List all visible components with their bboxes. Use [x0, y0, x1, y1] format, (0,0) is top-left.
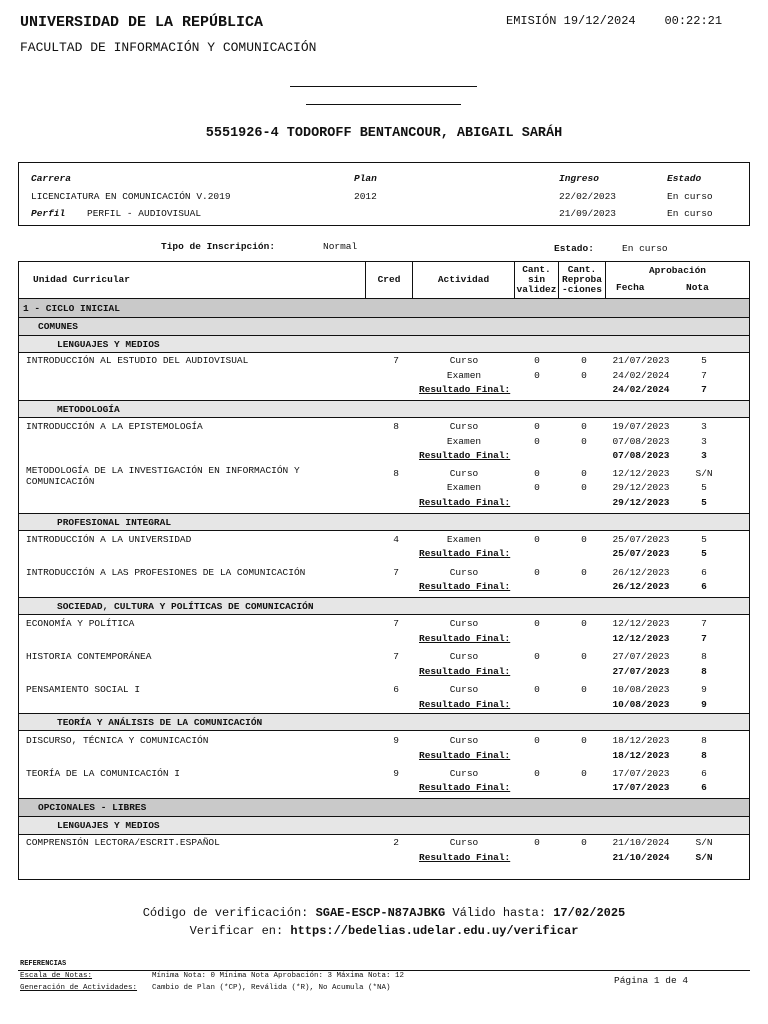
activity: Curso	[449, 735, 479, 746]
reprobaciones: 0	[581, 618, 587, 629]
nota: 6	[701, 567, 707, 578]
reprobaciones: 0	[581, 651, 587, 662]
nota: 9	[701, 699, 707, 710]
verification-code-line	[0, 906, 768, 920]
table-row	[19, 684, 749, 698]
fecha: 24/02/2024	[612, 370, 670, 381]
resultado-final-label: Resultado Final:	[419, 633, 511, 644]
nota: 5	[701, 548, 707, 559]
escala-label-text: Escala de Notas:	[20, 972, 93, 980]
band-opcionales-libres: OPCIONALES - LIBRES	[19, 798, 749, 817]
university-name: UNIVERSIDAD DE LA REPÚBLICA	[20, 14, 264, 31]
student-name: 5551926-4 TODOROFF BENTANCOUR, ABIGAIL SARÁH	[205, 126, 563, 141]
activity: Curso	[449, 567, 479, 578]
table-row-final	[19, 782, 749, 796]
course-name: ECONOMÍA Y POLÍTICA	[26, 618, 135, 629]
nota: 5	[701, 355, 707, 366]
carrera-value: LICENCIATURA EN COMUNICACIÓN V.2019	[31, 191, 231, 202]
sin-validez: 0	[534, 735, 540, 746]
nota: 6	[701, 581, 707, 592]
col-unidad-label: Unidad Curricular	[33, 274, 130, 285]
career-box	[18, 162, 750, 226]
fecha: 21/10/2024	[612, 837, 670, 848]
sin-validez: 0	[534, 684, 540, 695]
sin-validez: 0	[534, 370, 540, 381]
verification-url-line	[0, 924, 768, 938]
table-row-final	[19, 384, 749, 398]
resultado-final-label: Resultado Final:	[419, 666, 511, 677]
sin-validez: 0	[534, 468, 540, 479]
band-ciclo-inicial: 1 - CICLO INICIAL	[19, 299, 749, 318]
nota: 5	[701, 482, 707, 493]
course-credits: 6	[393, 684, 399, 695]
nota: 8	[701, 666, 707, 677]
fecha: 27/07/2023	[612, 651, 670, 662]
course-credits: 4	[393, 534, 399, 545]
activity: Examen	[446, 534, 482, 545]
fecha: 12/12/2023	[612, 618, 670, 629]
nota: 8	[701, 750, 707, 761]
col-reprob-l1: Cant.	[567, 264, 597, 275]
table-row	[19, 618, 749, 632]
fecha: 24/02/2024	[612, 384, 670, 395]
course-name: INTRODUCCIÓN A LA EPISTEMOLOGÍA	[26, 421, 203, 432]
table-row-final	[19, 633, 749, 647]
course-name: DISCURSO, TÉCNICA Y COMUNICACIÓN	[26, 735, 209, 746]
col-sin-validez-l2: sin	[527, 274, 546, 285]
resultado-final-label: Resultado Final:	[419, 852, 511, 863]
band-metodologia: METODOLOGÍA	[19, 400, 749, 418]
table-row	[19, 355, 749, 369]
table-row-final	[19, 548, 749, 562]
resultado-final-label: Resultado Final:	[419, 497, 511, 508]
nota: 8	[701, 651, 707, 662]
table-row-final	[19, 852, 749, 866]
reprobaciones: 0	[581, 370, 587, 381]
nota: S/N	[695, 852, 713, 863]
verification-code: SGAE-ESCP-N87AJBKG	[315, 906, 446, 920]
inscripcion-estado-value: En curso	[622, 243, 668, 254]
course-credits: 9	[393, 735, 399, 746]
fecha: 25/07/2023	[612, 548, 670, 559]
sin-validez: 0	[534, 534, 540, 545]
nota: S/N	[695, 837, 713, 848]
faculty-name: FACULTAD DE INFORMACIÓN Y COMUNICACIÓN	[20, 40, 317, 55]
verify-url[interactable]: https://bedelias.udelar.edu.uy/verificar	[290, 924, 579, 938]
perfil-estado: En curso	[667, 208, 713, 219]
estado-label: Estado	[667, 173, 702, 184]
activity: Curso	[449, 355, 479, 366]
table-row	[19, 370, 749, 384]
fecha: 12/12/2023	[612, 468, 670, 479]
fecha: 07/08/2023	[612, 450, 670, 461]
signature-line-bottom	[306, 104, 461, 105]
band-sociedad-cultura: SOCIEDAD, CULTURA Y POLÍTICAS DE COMUNICACIÓN	[19, 597, 749, 615]
reprobaciones: 0	[581, 735, 587, 746]
course-name: INTRODUCCIÓN AL ESTUDIO DEL AUDIOVISUAL	[26, 355, 249, 366]
reprobaciones: 0	[581, 482, 587, 493]
activity: Examen	[446, 482, 482, 493]
table-row-final	[19, 450, 749, 464]
activity: Curso	[449, 768, 479, 779]
col-reprob-l2: Reproba	[562, 274, 602, 285]
table-row	[19, 651, 749, 665]
course-name: PENSAMIENTO SOCIAL I	[26, 684, 141, 695]
course-name: INTRODUCCIÓN A LA UNIVERSIDAD	[26, 534, 192, 545]
fecha: 17/07/2023	[612, 782, 670, 793]
band-profesional-integral: PROFESIONAL INTEGRAL	[19, 513, 749, 531]
table-row	[19, 837, 749, 851]
col-aprobacion	[606, 262, 749, 298]
references-title: REFERENCIAS	[20, 960, 67, 968]
col-unidad	[19, 262, 366, 298]
fecha: 26/12/2023	[612, 567, 670, 578]
col-actividad	[413, 262, 515, 298]
resultado-final-label: Resultado Final:	[419, 782, 511, 793]
emission-date: 19/12/2024	[563, 14, 636, 28]
col-sin-validez	[515, 262, 559, 298]
page-number: Página 1 de 4	[614, 975, 689, 986]
fecha: 19/07/2023	[612, 421, 670, 432]
course-credits: 7	[393, 567, 399, 578]
reprobaciones: 0	[581, 567, 587, 578]
fecha: 12/12/2023	[612, 633, 670, 644]
activity: Examen	[446, 436, 482, 447]
activity: Curso	[449, 421, 479, 432]
activity: Curso	[449, 651, 479, 662]
nota: 3	[701, 436, 707, 447]
sin-validez: 0	[534, 355, 540, 366]
resultado-final-label: Resultado Final:	[419, 581, 511, 592]
course-name: HISTORIA CONTEMPORÁNEA	[26, 651, 152, 662]
nota: 7	[701, 633, 707, 644]
signature-line-top	[290, 86, 477, 87]
reprobaciones: 0	[581, 355, 587, 366]
emission-time: 00:22:21	[664, 14, 723, 28]
plan-value: 2012	[354, 191, 377, 202]
col-sin-validez-l3: validez	[516, 284, 557, 295]
activity: Curso	[449, 837, 479, 848]
inscripcion-estado-label: Estado:	[554, 243, 594, 254]
table-row-final	[19, 699, 749, 713]
emission-info	[506, 14, 722, 28]
perfil-label: Perfil	[31, 208, 66, 219]
reprobaciones: 0	[581, 837, 587, 848]
tipo-inscripcion-label: Tipo de Inscripción:	[161, 241, 276, 252]
emission-label: EMISIÓN	[506, 14, 557, 28]
course-credits: 7	[393, 355, 399, 366]
resultado-final-label: Resultado Final:	[419, 450, 511, 461]
reprobaciones: 0	[581, 768, 587, 779]
table-row	[19, 534, 749, 548]
fecha: 18/12/2023	[612, 750, 670, 761]
resultado-final-label: Resultado Final:	[419, 750, 511, 761]
course-credits: 8	[393, 421, 399, 432]
perfil-ingreso: 21/09/2023	[559, 208, 617, 219]
resultado-final-label: Resultado Final:	[419, 699, 511, 710]
table-row	[19, 482, 749, 496]
perfil-value: PERFIL - AUDIOVISUAL	[87, 208, 202, 219]
fecha: 07/08/2023	[612, 436, 670, 447]
nota: 3	[701, 421, 707, 432]
ingreso-label: Ingreso	[559, 173, 599, 184]
table-row	[19, 436, 749, 450]
fecha: 18/12/2023	[612, 735, 670, 746]
sin-validez: 0	[534, 436, 540, 447]
estado-value: En curso	[667, 191, 713, 202]
band-teoria-analisis: TEORÍA Y ANÁLISIS DE LA COMUNICACIÓN	[19, 713, 749, 731]
activity: Curso	[449, 618, 479, 629]
tipo-inscripcion-value: Normal	[323, 241, 358, 252]
nota: 7	[701, 384, 707, 395]
col-sin-validez-l1: Cant.	[522, 264, 551, 275]
ingreso-value: 22/02/2023	[559, 191, 617, 202]
course-credits: 7	[393, 618, 399, 629]
verification-code-label: Código de verificación:	[142, 906, 309, 920]
nota: 6	[701, 768, 707, 779]
sin-validez: 0	[534, 421, 540, 432]
escala-value: Mínima Nota: 0 Mínima Nota Aprobación: 3 Máxima Nota: 12	[152, 972, 405, 980]
references-divider	[18, 970, 750, 971]
nota: 7	[701, 618, 707, 629]
generacion-label-text: Generación de Actividades:	[20, 984, 138, 992]
reprobaciones: 0	[581, 421, 587, 432]
nota: 5	[701, 497, 707, 508]
plan-label: Plan	[354, 173, 377, 184]
fecha: 21/10/2024	[612, 852, 670, 863]
course-name: COMPRENSIÓN LECTORA/ESCRIT.ESPAÑOL	[26, 837, 220, 848]
grades-table-header	[18, 261, 750, 299]
sin-validez: 0	[534, 567, 540, 578]
table-row	[19, 567, 749, 581]
nota: 8	[701, 735, 707, 746]
generacion-label	[20, 984, 137, 992]
col-nota-label: Nota	[686, 282, 709, 293]
generacion-value: Cambio de Plan (*CP), Reválida (*R), No Acumula (*NA)	[152, 984, 391, 992]
course-credits: 2	[393, 837, 399, 848]
col-cred	[366, 262, 413, 298]
fecha: 27/07/2023	[612, 666, 670, 677]
sin-validez: 0	[534, 482, 540, 493]
course-name: INTRODUCCIÓN A LAS PROFESIONES DE LA COMUNICACIÓN	[26, 567, 306, 578]
nota: 3	[701, 450, 707, 461]
fecha: 29/12/2023	[612, 482, 670, 493]
activity: Examen	[446, 370, 482, 381]
table-row	[19, 735, 749, 749]
table-row-final	[19, 581, 749, 595]
nota: S/N	[695, 468, 713, 479]
nota: 6	[701, 782, 707, 793]
fecha: 21/07/2023	[612, 355, 670, 366]
table-row-final	[19, 666, 749, 680]
sin-validez: 0	[534, 768, 540, 779]
fecha: 10/08/2023	[612, 699, 670, 710]
verify-label: Verificar en:	[189, 924, 284, 938]
fecha: 17/07/2023	[612, 768, 670, 779]
nota: 9	[701, 684, 707, 695]
course-credits: 7	[393, 651, 399, 662]
reprobaciones: 0	[581, 436, 587, 447]
valid-until-label: Válido hasta:	[452, 906, 547, 920]
col-aprobacion-label: Aprobación	[648, 265, 706, 276]
table-row-final	[19, 497, 749, 511]
fecha: 29/12/2023	[612, 497, 670, 508]
band-lenguajes-medios-opcional: LENGUAJES Y MEDIOS	[19, 817, 749, 835]
resultado-final-label: Resultado Final:	[419, 384, 511, 395]
sin-validez: 0	[534, 618, 540, 629]
course-name: TEORÍA DE LA COMUNICACIÓN I	[26, 768, 180, 779]
carrera-label: Carrera	[31, 173, 71, 184]
course-credits: 8	[393, 468, 399, 479]
fecha: 26/12/2023	[612, 581, 670, 592]
course-credits: 9	[393, 768, 399, 779]
band-lenguajes-medios: LENGUAJES Y MEDIOS	[19, 336, 749, 353]
course-name: METODOLOGÍA DE LA INVESTIGACIÓN EN INFORMACIÓN Y COMUNICACIÓN	[26, 465, 300, 487]
col-cred-label: Cred	[377, 274, 401, 285]
grades-table-body	[18, 299, 750, 880]
escala-label	[20, 972, 92, 980]
reprobaciones: 0	[581, 534, 587, 545]
table-row	[19, 421, 749, 435]
reprobaciones: 0	[581, 684, 587, 695]
activity: Curso	[449, 468, 479, 479]
valid-until-date: 17/02/2025	[553, 906, 626, 920]
fecha: 10/08/2023	[612, 684, 670, 695]
nota: 5	[701, 534, 707, 545]
table-row-final	[19, 750, 749, 764]
col-reprobaciones	[559, 262, 606, 298]
fecha: 25/07/2023	[612, 534, 670, 545]
table-row	[19, 768, 749, 782]
sin-validez: 0	[534, 837, 540, 848]
band-comunes: COMUNES	[19, 318, 749, 336]
sin-validez: 0	[534, 651, 540, 662]
col-fecha-label: Fecha	[616, 282, 645, 293]
col-reprob-l3: -ciones	[562, 284, 602, 295]
nota: 7	[701, 370, 707, 381]
resultado-final-label: Resultado Final:	[419, 548, 511, 559]
activity: Curso	[449, 684, 479, 695]
reprobaciones: 0	[581, 468, 587, 479]
col-actividad-label: Actividad	[437, 274, 490, 285]
